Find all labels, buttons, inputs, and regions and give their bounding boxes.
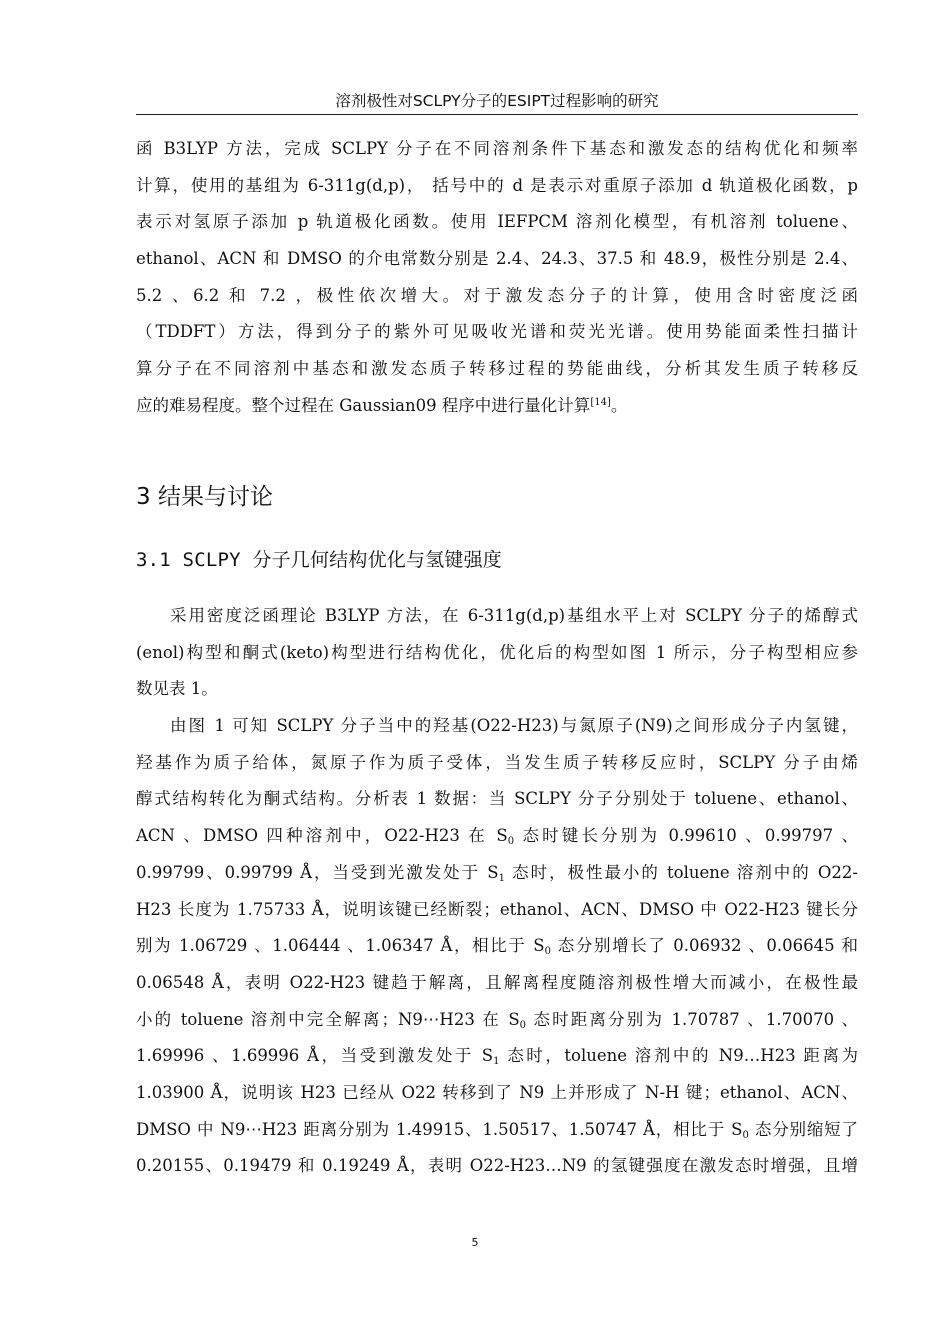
results-paragraphs	[136, 598, 858, 1185]
methods-paragraph	[136, 131, 858, 425]
text-line	[136, 1002, 858, 1039]
citation-ref[interactable]: [14]	[590, 396, 611, 408]
subscript: 0	[742, 1129, 749, 1141]
page-number: 5	[471, 1236, 479, 1249]
line-text: 0.99799、0.99799 Å，当受到光激发处于 S	[136, 862, 499, 882]
line-text: 1.69996 、1.69996 Å，当受到激发处于 S	[136, 1046, 494, 1066]
running-header: 溶剂极性对SCLPY分子的ESIPT过程影响的研究	[136, 88, 858, 115]
text-line: 醇式结构转化为酮式结构。分析表 1 数据：当 SCLPY 分子分别处于 toluene、ethanol、	[136, 789, 858, 809]
text-line: 由图 1 可知 SCLPY 分子当中的羟基(O22-H23)与氮原子(N9)之间形成分子内氢键，	[170, 716, 858, 736]
text-line: ethanol、ACN 和 DMSO 的介电常数分别是 2.4、24.3、37.5 和 48.9，极性分别是 2.4、	[136, 249, 858, 269]
line-text: DMSO 中 N9⋯H23 距离分别为 1.49915、1.50517、1.50747 Å，相比于 S	[136, 1119, 743, 1139]
line-text: 态时键长分别为 0.99610 、0.99797 、	[514, 826, 858, 846]
text-line: 采用密度泛函理论 B3LYP 方法，在 6-311g(d,p)基组水平上对 SCLPY 分子的烯醇式	[170, 606, 858, 625]
section-heading: 3 结果与讨论	[136, 484, 273, 510]
text-line: 羟基作为质子给体，氮原子作为质子受体，当发生质子转移反应时，SCLPY 分子由烯	[136, 752, 858, 772]
line-text: 态时，极性最小的 toluene 溶剂中的 O22-	[504, 862, 858, 882]
text-line	[136, 818, 858, 855]
text-line	[136, 1038, 858, 1075]
subsection-heading: 3.1 SCLPY 分子几何结构优化与氢键强度	[136, 549, 502, 571]
text-line	[136, 388, 858, 425]
line-text: 态时距离分别为 1.70787 、1.70070 、	[526, 1009, 858, 1029]
line-text: ACN 、DMSO 四种溶剂中，O22-H23 在 S	[136, 826, 508, 846]
line-text: 态时，toluene 溶剂中的 N9…H23 距离为	[499, 1046, 858, 1066]
line-text: 别为 1.06729 、1.06444 、1.06347 Å，相比于 S	[136, 936, 545, 956]
subscript: 0	[507, 836, 515, 848]
line-text: 态分别缩短了	[748, 1119, 858, 1139]
text-line	[136, 928, 858, 965]
line-text: 小的 toluene 溶剂中完全解离；N9⋯H23 在 S	[136, 1009, 520, 1029]
line-end: 。	[610, 395, 628, 415]
text-line: 计算，使用的基组为 6-311g(d,p)， 括号中的 d 是表示对重原子添加 d 轨道极化函数，p	[136, 175, 858, 195]
text-line: 函 B3LYP 方法，完成 SCLPY 分子在不同溶剂条件下基态和激发态的结构优化和频率	[136, 139, 858, 158]
text-line: H23 长度为 1.75733 Å，说明该键已经断裂；ethanol、ACN、DMSO 中 O22-H23 键长分	[136, 899, 858, 919]
text-line: 算分子在不同溶剂中基态和激发态质子转移过程的势能曲线，分析其发生质子转移反	[136, 359, 858, 379]
subscript: 0	[544, 946, 551, 958]
subscript: 1	[498, 872, 505, 884]
line-text: 应的难易程度。整个过程在 Gaussian09 程序中进行量化计算	[136, 395, 591, 415]
text-line: 1.03900 Å，说明该 H23 已经从 O22 转移到了 N9 上并形成了 N-H 键；ethanol、ACN、	[136, 1082, 858, 1102]
subscript: 0	[519, 1019, 526, 1031]
text-line: (enol)构型和酮式(keto)构型进行结构优化，优化后的构型如图 1 所示，分子构型相应参	[136, 642, 858, 662]
line-text: 态分别增长了 0.06932 、0.06645 和	[550, 936, 858, 956]
text-line: 表示对氢原子添加 p 轨道极化函数。使用 IEFPCM 溶剂化模型，有机溶剂 toluene、	[136, 212, 858, 232]
text-line: 0.06548 Å，表明 O22-H23 键趋于解离，且解离程度随溶剂极性增大而减小，在极性最	[136, 972, 858, 992]
text-line: 数见表 1。	[136, 679, 218, 699]
text-line: （TDDFT）方法，得到分子的紫外可见吸收光谱和荧光光谱。使用势能面柔性扫描计	[136, 322, 858, 342]
text-line: 5.2 、6.2 和 7.2 ，极性依次增大。对于激发态分子的计算，使用含时密度泛函	[136, 285, 858, 305]
text-line	[136, 855, 858, 892]
text-line: 0.20155、0.19479 和 0.19249 Å，表明 O22-H23…N9 的氢键强度在激发态时增强，且增	[136, 1156, 858, 1176]
subscript: 1	[493, 1056, 500, 1068]
text-line	[136, 1112, 858, 1149]
